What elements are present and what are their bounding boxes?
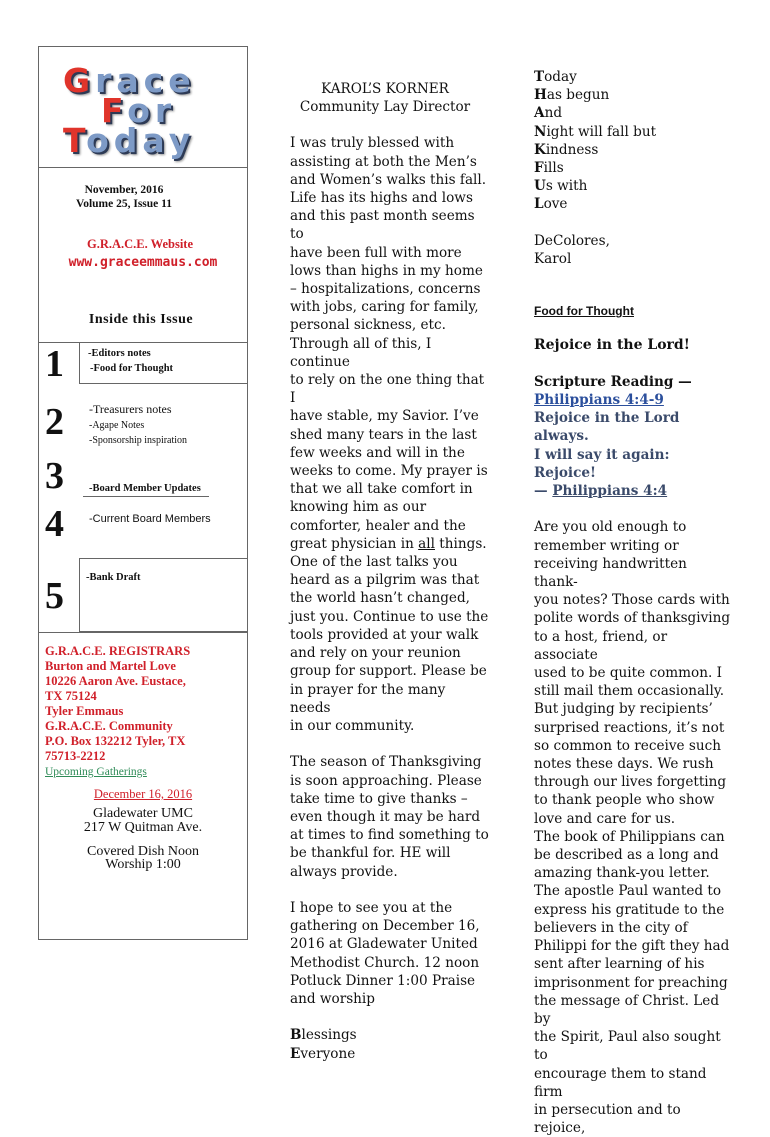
logo-initial: T bbox=[63, 121, 87, 160]
text-run: great physician in bbox=[290, 535, 419, 552]
text-line: at times to find something to bbox=[290, 827, 489, 844]
text-line: just you. Continue to use the bbox=[290, 608, 489, 625]
toc-line[interactable]: -Treasurers notes bbox=[89, 402, 172, 416]
acrostic-rest: veryone bbox=[300, 1045, 356, 1062]
toc-number: 5 bbox=[45, 575, 64, 617]
text-line: always provide. bbox=[290, 863, 398, 880]
article-paragraph bbox=[290, 134, 490, 534]
scripture-label: Scripture Reading — bbox=[534, 373, 692, 390]
text-line: love and care for us. bbox=[534, 810, 676, 827]
text-line: believers in the city of bbox=[534, 919, 688, 936]
text-line: Potluck Dinner 1:00 Praise bbox=[290, 972, 476, 989]
issue-month: November, 2016 bbox=[84, 184, 164, 196]
toc-number: 4 bbox=[45, 503, 64, 545]
text-line: the message of Christ. Led by bbox=[534, 992, 720, 1027]
text-line: Are you old enough to bbox=[534, 519, 687, 536]
text-line: so common to receive such bbox=[534, 737, 721, 754]
acrostic-initial: E bbox=[290, 1045, 301, 1062]
acrostic-rest: s with bbox=[545, 178, 588, 195]
text-line: few weeks and will in the bbox=[290, 444, 465, 461]
acrostic-line bbox=[534, 123, 734, 141]
acrostic-rest: ove bbox=[543, 196, 568, 213]
underlined-word: all bbox=[418, 535, 435, 552]
text-line: lows than highs in my home bbox=[290, 262, 483, 279]
text-line: take time to give thanks – bbox=[290, 790, 468, 807]
logo-initial: F bbox=[101, 91, 128, 130]
text-line: assisting at both the Men’s bbox=[290, 153, 477, 170]
event-schedule bbox=[39, 845, 247, 871]
acrostic-initial: F bbox=[534, 160, 544, 177]
logo-initial: G bbox=[63, 61, 96, 100]
event-location-address: 217 W Quitman Ave. bbox=[83, 820, 203, 835]
text-line: One of the last talks you bbox=[290, 554, 458, 571]
quote-ref-link[interactable]: Philippians 4:4 bbox=[552, 483, 668, 500]
toc-line[interactable]: -Editors notes bbox=[88, 348, 151, 359]
signoff-line: DeColores, bbox=[534, 232, 610, 249]
text-line: and Women’s walks this fall. bbox=[290, 171, 487, 188]
event-location bbox=[39, 807, 247, 835]
text-line: weeks to come. My prayer is bbox=[290, 463, 488, 480]
text-line: I hope to see you at the bbox=[290, 899, 453, 916]
text-line: have stable, my Savior. I’ve bbox=[290, 408, 479, 425]
text-line: Through all of this, I continue bbox=[290, 335, 432, 370]
event-location-name: Gladewater UMC bbox=[93, 806, 193, 821]
acrostic-initial: L bbox=[534, 196, 544, 213]
text-line: – hospitalizations, concerns bbox=[290, 281, 481, 298]
scripture-ref-text: Philippians 4:4-9 bbox=[534, 392, 664, 409]
acrostic bbox=[534, 68, 734, 214]
newsletter-logo bbox=[39, 47, 247, 168]
logo-rest: or bbox=[127, 91, 177, 130]
text-line: knowing him as our bbox=[290, 499, 427, 516]
inside-issue-title: Inside this Issue bbox=[88, 312, 194, 327]
acrostic bbox=[290, 1026, 490, 1062]
text-line: personal sickness, etc. bbox=[290, 317, 446, 334]
text-line: be thankful for. HE will bbox=[290, 845, 451, 862]
article-subtitle: Community Lay Director bbox=[299, 99, 471, 116]
text-line: amazing thank-you letter. bbox=[534, 865, 710, 882]
acrostic-initial: H bbox=[534, 87, 547, 104]
acrostic-initial: U bbox=[534, 178, 546, 195]
text-line: and this past month seems to bbox=[290, 208, 475, 243]
text-line: I was truly blessed with bbox=[290, 135, 455, 152]
text-line: shed many tears in the last bbox=[290, 426, 477, 443]
toc-number: 2 bbox=[45, 401, 64, 443]
toc-line[interactable]: -Food for Thought bbox=[90, 363, 174, 374]
registrars-line: G.R.A.C.E. Community bbox=[45, 719, 173, 733]
toc-row bbox=[39, 558, 247, 632]
text-line: in persecution and to rejoice, bbox=[534, 1101, 681, 1137]
text-line: in our community. bbox=[290, 717, 415, 734]
toc-line[interactable]: -Sponsorship inspiration bbox=[89, 435, 188, 446]
text-line: to rely on the one thing that I bbox=[290, 372, 485, 407]
text-line: the Spirit, Paul also sought to bbox=[534, 1029, 721, 1064]
acrostic-initial: B bbox=[290, 1027, 302, 1044]
text-line: Life has its highs and lows bbox=[290, 190, 473, 207]
text-run: things. bbox=[434, 535, 487, 552]
registrars-line: Burton and Martel Love bbox=[45, 659, 176, 673]
event-schedule-line: Worship 1:00 bbox=[105, 857, 181, 872]
toc-line[interactable]: -Bank Draft bbox=[86, 572, 141, 583]
text-line: gathering on December 16, bbox=[290, 918, 480, 935]
food-for-thought-heading: Food for Thought bbox=[534, 304, 634, 319]
logo-rest: race bbox=[95, 61, 196, 100]
acrostic-line bbox=[290, 1026, 490, 1044]
toc-line[interactable]: -Current Board Members bbox=[89, 513, 211, 525]
scripture-quote: Rejoice in the Lord always. bbox=[534, 410, 680, 445]
article-paragraph bbox=[290, 899, 490, 1008]
text-line: But judging by recipients’ bbox=[534, 701, 713, 718]
acrostic-rest: ills bbox=[543, 160, 564, 177]
scripture-quote: I will say it again: Rejoice! bbox=[534, 446, 670, 481]
text-line: Philippi for the gift they had bbox=[534, 938, 730, 955]
text-line: express his gratitude to the bbox=[534, 901, 725, 918]
text-line: The season of Thanksgiving bbox=[290, 754, 482, 771]
text-line: The book of Philippians can bbox=[534, 828, 725, 845]
text-line: have been full with more bbox=[290, 244, 462, 261]
toc-number: 1 bbox=[45, 343, 64, 385]
text-line: the world hasn’t changed, bbox=[290, 590, 470, 607]
food-body bbox=[534, 518, 734, 1137]
toc-entry-box bbox=[79, 342, 247, 384]
acrostic-rest: oday bbox=[544, 69, 577, 85]
acrostic-rest: as begun bbox=[546, 87, 610, 104]
acrostic-initial: A bbox=[534, 105, 545, 122]
text-line: be described as a long and bbox=[534, 847, 719, 864]
registrars-line: TX 75124 bbox=[45, 689, 97, 703]
website-link[interactable]: www.graceemmaus.com bbox=[68, 255, 218, 270]
text-line: and worship bbox=[290, 990, 375, 1007]
toc-row bbox=[39, 498, 247, 548]
event-date-link[interactable]: December 16, 2016 bbox=[93, 787, 193, 801]
text-line: Methodist Church. 12 noon bbox=[290, 954, 480, 971]
text-line: you notes? Those cards with bbox=[534, 592, 730, 609]
toc-row bbox=[39, 342, 247, 384]
text-line: comforter, healer and the bbox=[290, 517, 466, 534]
event-schedule-line: Covered Dish Noon bbox=[87, 844, 199, 859]
acrostic-rest: lessings bbox=[301, 1027, 357, 1044]
text-line: receiving handwritten thank- bbox=[534, 555, 687, 591]
text-line: tools provided at your walk bbox=[290, 626, 479, 643]
text-line: remember writing or bbox=[534, 537, 679, 554]
acrostic-rest: ight will fall but bbox=[546, 123, 657, 140]
text-line: is soon approaching. Please bbox=[290, 772, 482, 789]
scripture-ref-link[interactable] bbox=[534, 391, 734, 409]
acrostic-line bbox=[534, 159, 734, 177]
registrars-line: G.R.A.C.E. REGISTRARS bbox=[45, 644, 191, 658]
right-column bbox=[534, 68, 734, 1137]
text-line: 2016 at Gladewater United bbox=[290, 936, 478, 953]
dash: — bbox=[534, 483, 553, 500]
registrars-line: 75713-2212 bbox=[45, 749, 106, 763]
text-line: group for support. Please be bbox=[290, 663, 487, 680]
registrars-block bbox=[45, 644, 245, 780]
text-line: notes these days. We rush bbox=[534, 756, 714, 773]
text-line: used to be quite common. I bbox=[534, 665, 722, 682]
article-paragraph bbox=[290, 753, 490, 880]
text-line: polite words of thanksgiving bbox=[534, 610, 731, 627]
divider bbox=[39, 632, 247, 633]
toc-line[interactable]: -Board Member Updates bbox=[89, 483, 201, 494]
text-line: and rely on your reunion bbox=[290, 645, 461, 662]
text-line: heard as a pilgrim was that bbox=[290, 572, 480, 589]
text-line: with jobs, caring for family, bbox=[290, 299, 479, 316]
text-line: in prayer for the many needs bbox=[290, 681, 446, 716]
logo-rest: oday bbox=[86, 121, 196, 160]
signoff-name: Karol bbox=[534, 251, 572, 268]
text-line: even though it may be hard bbox=[290, 808, 481, 825]
logo-line-3 bbox=[63, 121, 195, 160]
text-line: encourage them to stand firm bbox=[534, 1065, 707, 1100]
acrostic-line bbox=[534, 104, 734, 122]
acrostic-initial: N bbox=[534, 123, 547, 140]
acrostic-line bbox=[534, 68, 734, 86]
acrostic-line bbox=[534, 86, 734, 104]
toc-line[interactable]: -Agape Notes bbox=[89, 420, 145, 431]
article-line bbox=[290, 535, 490, 553]
sidebar bbox=[38, 46, 248, 940]
scripture-quote-ref bbox=[534, 482, 734, 500]
text-line: to a host, friend, or associate bbox=[534, 628, 668, 663]
acrostic-initial: K bbox=[534, 141, 546, 158]
text-line: imprisonment for preaching bbox=[534, 974, 728, 991]
toc-number: 3 bbox=[45, 455, 64, 497]
text-line: that we all take comfort in bbox=[290, 481, 473, 498]
acrostic-rest: nd bbox=[544, 105, 563, 122]
upcoming-gatherings-link[interactable]: Upcoming Gatherings bbox=[45, 766, 147, 778]
food-subtitle: Rejoice in the Lord! bbox=[534, 337, 690, 354]
acrostic-line bbox=[534, 141, 734, 159]
divider bbox=[83, 496, 209, 497]
acrostic-line bbox=[534, 177, 734, 195]
text-line: surprised reactions, it’s not bbox=[534, 719, 725, 736]
karols-korner-article bbox=[290, 80, 490, 1063]
text-line: still mail them occasionally. bbox=[534, 683, 725, 700]
text-line: through our lives forgetting bbox=[534, 774, 727, 791]
acrostic-rest: indness bbox=[545, 141, 599, 158]
article-paragraph bbox=[290, 553, 490, 735]
toc-row bbox=[39, 384, 247, 460]
issue-date bbox=[39, 183, 209, 211]
registrars-line: 10226 Aaron Ave. Eustace, bbox=[45, 674, 186, 688]
acrostic-line bbox=[534, 195, 734, 213]
registrars-line: P.O. Box 132212 Tyler, TX bbox=[45, 734, 186, 748]
website-label: G.R.A.C.E. Website bbox=[86, 237, 194, 251]
acrostic-line bbox=[290, 1045, 490, 1063]
toc-row bbox=[39, 455, 247, 497]
toc-entry-box bbox=[79, 558, 247, 632]
issue-volume: Volume 25, Issue 11 bbox=[75, 198, 173, 210]
text-line: sent after learning of his bbox=[534, 956, 705, 973]
acrostic-initial: T bbox=[534, 69, 545, 85]
text-line: The apostle Paul wanted to bbox=[534, 883, 722, 900]
article-title: KAROL’S KORNER bbox=[321, 81, 449, 97]
text-line: to thank people who show bbox=[534, 792, 715, 809]
registrars-line: Tyler Emmaus bbox=[45, 704, 124, 718]
